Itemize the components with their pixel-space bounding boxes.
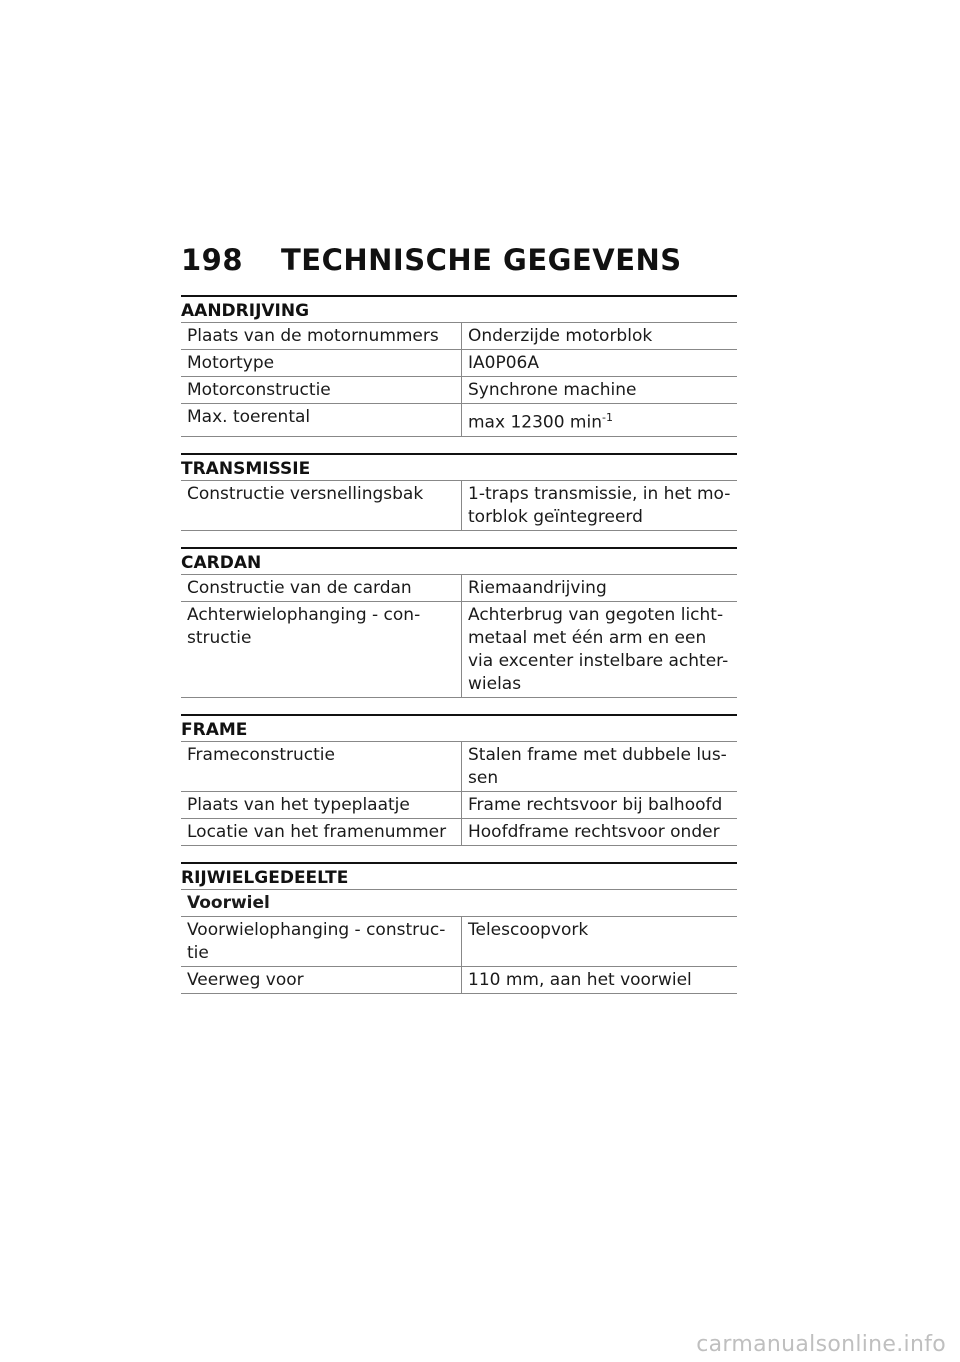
section-title: RIJWIELGEDEELTE [181,862,737,890]
row-label: Plaats van de motornummers [187,326,439,346]
section-title: AANDRIJVING [181,295,737,323]
table-row [181,575,737,602]
section-frame [181,714,737,846]
table-row [181,819,737,846]
section-transmissie [181,453,737,531]
row-label: Locatie van het framenummer [187,821,447,842]
row-label: Motortype [187,353,275,373]
table-row [181,602,737,698]
table-row [181,967,737,994]
document-page [181,243,737,1010]
table-row [181,350,737,377]
row-value: Frame rechtsvoor bij balhoofd [461,792,737,818]
table-row [181,377,737,404]
row-value: Stalen frame met dubbele lus-sen [461,742,737,791]
table-row [181,404,737,437]
row-value: Telescoopvork [461,917,737,966]
table-row [181,792,737,819]
section-cardan [181,547,737,698]
subheading: Voorwiel [181,890,737,917]
row-label: Veerweg voor [187,969,304,990]
page-title: TECHNISCHE GEGEVENS [281,243,682,277]
row-value: 1-traps transmissie, in het mo-torblok geïntegreerd [461,481,737,530]
row-label: Motorconstructie [187,380,331,400]
row-label: Constructie versnellingsbak [187,483,424,504]
value-superscript: -1 [601,411,613,424]
row-label: Constructie van de cardan [187,577,412,598]
row-value: Riemaandrijving [461,575,737,601]
row-value: Onderzijde motorblok [461,323,737,349]
row-label: Max. toerental [187,407,311,427]
table-row [181,323,737,350]
row-value: Synchrone machine [461,377,737,403]
row-label: Plaats van het typeplaatje [187,794,410,815]
table-row [181,742,737,792]
watermark: carmanualsonline.info [696,1332,946,1357]
page-number: 198 [181,243,244,277]
row-label: Achterwielophanging - con-structie [187,604,421,648]
table-row [181,917,737,967]
row-value: IA0P06A [461,350,737,376]
section-title: TRANSMISSIE [181,453,737,481]
row-value: Achterbrug van gegoten licht-metaal met één arm en een via excenter instelbare achter-wielas [461,602,737,697]
row-value [461,404,737,436]
section-rijwielgedeelte [181,862,737,994]
section-title: CARDAN [181,547,737,575]
section-title: FRAME [181,714,737,742]
row-label: Voorwielophanging - construc-tie [187,919,446,963]
page-header [181,243,737,277]
row-value: 110 mm, aan het voorwiel [461,967,737,993]
row-label: Frameconstructie [187,744,335,765]
table-row [181,481,737,531]
row-value: Hoofdframe rechtsvoor onder [461,819,737,845]
section-aandrijving [181,295,737,437]
value-text: max 12300 min [468,412,602,433]
